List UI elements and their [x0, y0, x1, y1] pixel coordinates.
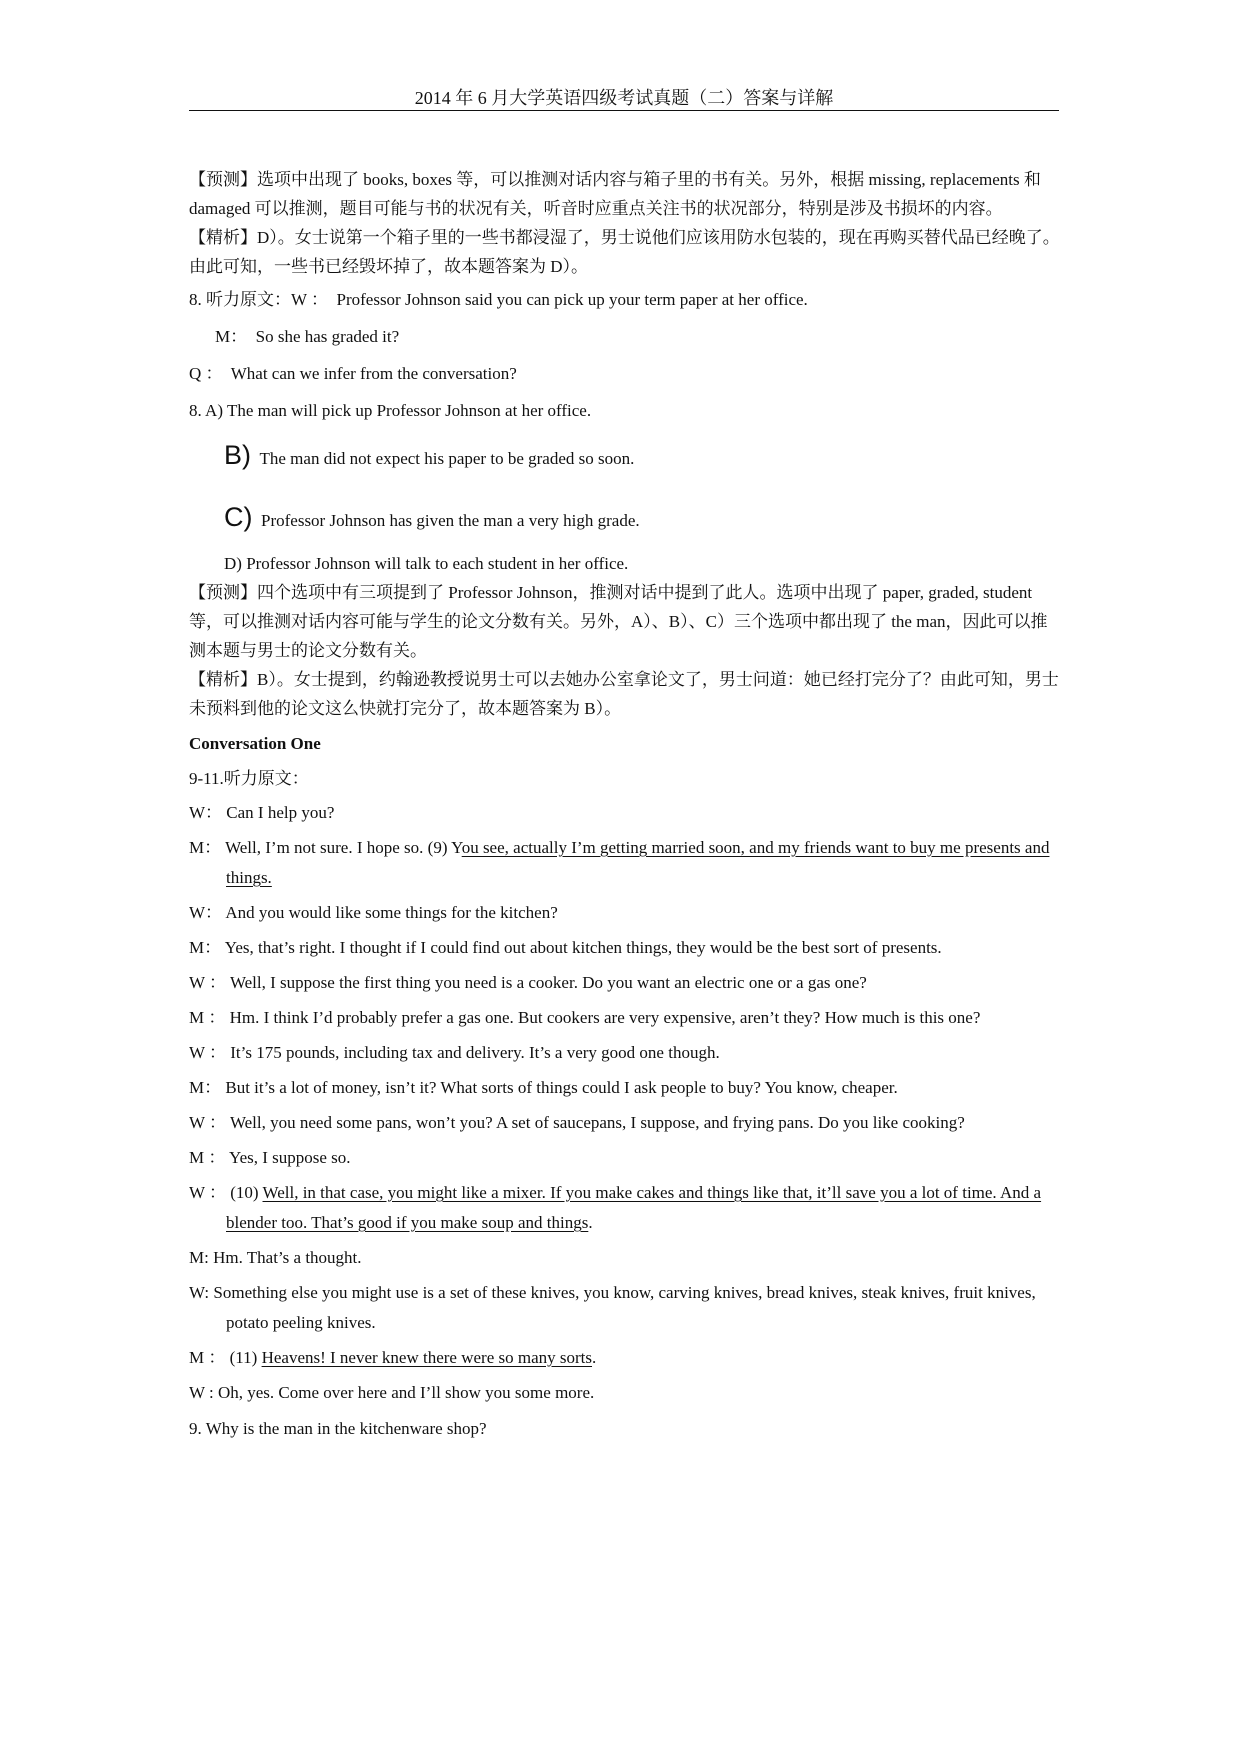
speaker-label: M：	[189, 838, 222, 857]
dialogue-line	[189, 833, 1061, 893]
dialogue-line	[189, 1038, 1061, 1068]
q8-option-c	[189, 497, 1061, 541]
analysis-text: D）。女士说第一个箱子里的一些书都浸湿了，男士说他们应该用防水包装的，现在再购买替代品已经晚了。由此可知，一些书已经毁坏掉了，故本题答案为 D）。	[189, 228, 1060, 276]
q8-question	[189, 359, 1061, 388]
dialogue-line	[189, 1108, 1061, 1138]
dialogue-text: Something else you might use is a set of these knives, you know, carving knives, bread knives, steak knives, fruit knives, potato peeling knives.	[213, 1283, 1036, 1332]
prediction-tag: 【预测】	[189, 583, 257, 602]
prediction-text: 四个选项中有三项提到了 Professor Johnson，推测对话中提到了此人。选项中出现了 paper, graded, student 等，可以推测对话内容可能与学生的论文分数有关。另外，A）、B）、C）三个选项中都出现了 the man，因此可以推测本题与男士的论文分数有关。	[189, 583, 1048, 660]
q8-option-a: 8. A) The man will pick up Professor Johnson at her office.	[189, 401, 592, 420]
q8-transcript-w	[189, 285, 1061, 314]
question-9: 9. Why is the man in the kitchenware shop?	[189, 1419, 487, 1438]
speaker-label: M ：	[189, 1348, 226, 1367]
dialogue-text: Well, you need some pans, won’t you? A set of saucepans, I suppose, and frying pans. Do you like cooking?	[229, 1113, 965, 1132]
dialogue-text: Can I help you?	[226, 803, 335, 822]
dialogue-text: (11)	[229, 1348, 262, 1367]
dialogue-line	[189, 933, 1061, 963]
dialogue-text: Yes, I suppose so.	[229, 1148, 351, 1167]
dialogue-text-end: .	[588, 1213, 593, 1232]
option-letter: B)	[224, 440, 251, 470]
speaker-label: W :	[189, 1383, 214, 1402]
option-letter: C)	[224, 502, 253, 532]
speaker-label: M ：	[189, 1008, 226, 1027]
q8-transcript-m	[189, 322, 1061, 351]
dialogue-line	[189, 1343, 1061, 1373]
q8-prediction	[189, 578, 1061, 665]
dialogue-line	[189, 798, 1061, 828]
answer-key-underline: ou see, actually I’m getting married soon, and my friends want to buy me presents and things.	[226, 838, 1050, 887]
dialogue-text: It’s 175 pounds, including tax and delivery. It’s a very good one though.	[230, 1043, 720, 1062]
transcript-label: 8. 听力原文：W ：	[189, 290, 328, 309]
dialogue-line	[189, 898, 1061, 928]
speaker-label: M ：	[189, 1148, 226, 1167]
q8-option-d: D) Professor Johnson will talk to each student in her office.	[224, 554, 629, 573]
question-text: What can we infer from the conversation?	[230, 364, 517, 383]
analysis-tag: 【精析】	[189, 228, 257, 247]
dialogue-line	[189, 1278, 1061, 1338]
speaker-label: W：	[189, 903, 223, 922]
conversation-label: 9-11.听力原文：	[189, 769, 309, 788]
q8-analysis	[189, 665, 1061, 723]
speaker-label: W ：	[189, 1183, 226, 1202]
q7-prediction	[189, 165, 1061, 223]
dialogue-text: And you would like some things for the kitchen?	[225, 903, 558, 922]
speaker-label: M:	[189, 1248, 209, 1267]
dialogue-text: Oh, yes. Come over here and I’ll show you some more.	[217, 1383, 595, 1402]
page-header: 2014 年 6 月大学英语四级考试真题（二）答案与详解	[414, 88, 834, 108]
dialogue-text: (10)	[230, 1183, 263, 1202]
q7-analysis	[189, 223, 1061, 281]
dialogue-line	[189, 1178, 1061, 1238]
dialogue-text: Yes, that’s right. I thought if I could find out about kitchen things, they would be the best sort of presents.	[224, 938, 942, 957]
option-text: The man did not expect his paper to be graded so soon.	[259, 449, 635, 468]
speaker-label: W ：	[189, 973, 226, 992]
answer-key-underline: Well, in that case, you might like a mixer. If you make cakes and things like that, it’ll save you a lot of time. And a blender too. That’s good if you make soup and things	[226, 1183, 1042, 1232]
analysis-text: B）。女士提到，约翰逊教授说男士可以去她办公室拿论文了，男士问道：她已经打完分了？由此可知，男士未预料到他的论文这么快就打完分了，故本题答案为 B）。	[189, 670, 1059, 718]
question-label: Q ：	[189, 364, 223, 383]
dialogue-line	[189, 1003, 1061, 1033]
dialogue-text: Hm. I think I’d probably prefer a gas one. But cookers are very expensive, aren’t they? How much is this one?	[229, 1008, 981, 1027]
speaker-label: W：	[189, 803, 223, 822]
transcript-line: Professor Johnson said you can pick up your term paper at her office.	[336, 290, 808, 309]
dialogue-line	[189, 1378, 1061, 1408]
conversation-lines	[189, 798, 1061, 1408]
prediction-text: 选项中出现了 books, boxes 等，可以推测对话内容与箱子里的书有关。另外，根据 missing, replacements 和 damaged 可以推测，题目可能与书的状况有关，听音时应重点关注书的状况部分，特别是涉及书损坏的内容。	[189, 170, 1041, 218]
dialogue-text: Well, I’m not sure. I hope so. (9) Y	[225, 838, 462, 857]
dialogue-line	[189, 1243, 1061, 1273]
analysis-tag: 【精析】	[189, 670, 257, 689]
speaker-label: W ：	[189, 1043, 226, 1062]
dialogue-line	[189, 968, 1061, 998]
transcript-line: So she has graded it?	[255, 327, 400, 346]
option-text: Professor Johnson has given the man a very high grade.	[261, 511, 640, 530]
document-body	[189, 165, 1061, 1443]
dialogue-text: Hm. That’s a thought.	[213, 1248, 362, 1267]
prediction-tag: 【预测】	[189, 170, 257, 189]
dialogue-text: Well, I suppose the first thing you need is a cooker. Do you want an electric one or a gas one?	[229, 973, 867, 992]
answer-key-underline: Heavens! I never knew there were so many sorts	[261, 1348, 593, 1367]
conversation-heading: Conversation One	[189, 734, 321, 753]
dialogue-line	[189, 1073, 1061, 1103]
header-rule	[189, 110, 1059, 111]
speaker-label: M：	[189, 938, 222, 957]
speaker-label: W:	[189, 1283, 210, 1302]
speaker-label: W ：	[189, 1113, 226, 1132]
dialogue-line	[189, 1143, 1061, 1173]
dialogue-text: But it’s a lot of money, isn’t it? What sorts of things could I ask people to buy? You know, cheaper.	[225, 1078, 898, 1097]
dialogue-text-end: .	[592, 1348, 597, 1367]
speaker-label: M：	[215, 327, 248, 346]
speaker-label: M：	[189, 1078, 222, 1097]
q8-option-b	[189, 435, 1061, 479]
